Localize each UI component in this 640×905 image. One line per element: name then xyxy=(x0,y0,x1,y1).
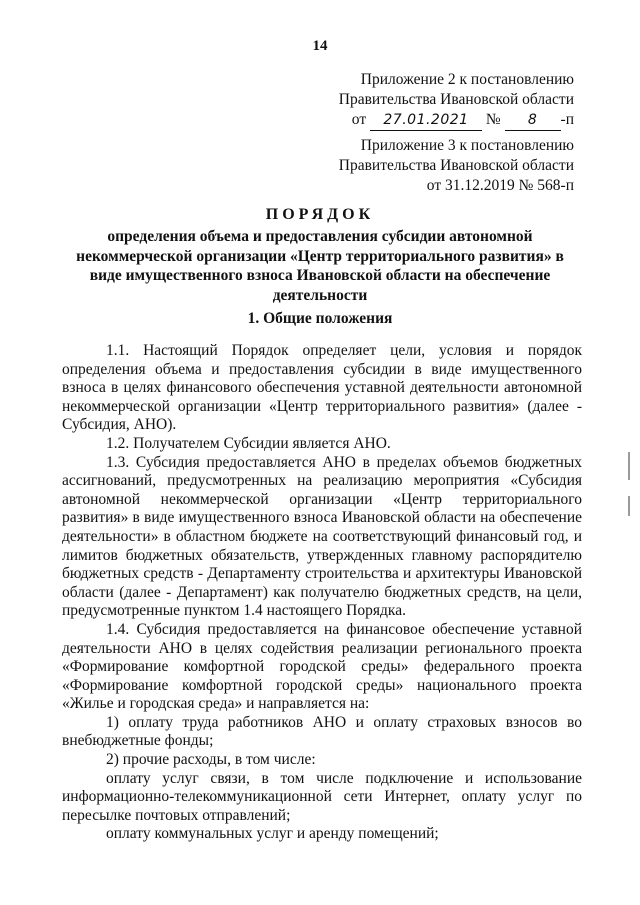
page-number: 14 xyxy=(312,38,328,54)
appendix-2-date-line xyxy=(339,110,574,131)
document-body xyxy=(62,342,582,844)
document-subtitle: определения объема и предоставления субсидии автономной некоммерческой организации «Центр территориального развития» в виде имущественного взноса Ивановской области на обеспечение деятельности xyxy=(76,228,564,304)
appendix-2-line2: Правительства Ивановской области xyxy=(338,91,574,108)
scan-edge-mark xyxy=(628,496,630,516)
appendix-2-block xyxy=(339,70,574,131)
appendix-3-line2: Правительства Ивановской области xyxy=(338,157,574,174)
document-title: ПОРЯДОК xyxy=(265,206,375,223)
appendix-2-number-label: № xyxy=(485,111,501,128)
list-subitem-communications: оплату услуг связи, в том числе подключение и использование информационно-телекоммуникационной сети Интернет, оплату услуг по пересылке почтовых отправлений; xyxy=(62,769,582,824)
paragraph-1-1: 1.1. Настоящий Порядок определяет цели, условия и порядок определения объема и предоставления субсидии в виде имущественного взноса в целях финансового обеспечения уставной деятельности автономной некоммерческой организации «Центр территориального развития» (далее - Субсидия, АНО). xyxy=(62,342,582,434)
list-subitem-utilities: оплату коммунальных услуг и аренду помещений; xyxy=(106,825,439,843)
appendix-2-date: 27.01.2021 xyxy=(370,110,482,131)
appendix-3-line1: Приложение 3 к постановлению xyxy=(360,137,574,154)
list-item-2: 2) прочие расходы, в том числе: xyxy=(106,751,316,769)
paragraph-1-2: 1.2. Получателем Субсидии является АНО. xyxy=(106,434,391,452)
appendix-2-from-label: от xyxy=(351,111,367,128)
section-heading: 1. Общие положения xyxy=(247,310,393,327)
appendix-2-line1: Приложение 2 к постановлению xyxy=(360,71,574,88)
appendix-3-block xyxy=(339,136,574,196)
appendix-2-number: 8 xyxy=(505,110,561,131)
scan-edge-mark xyxy=(628,452,630,480)
appendix-3-line3: от 31.12.2019 № 568-п xyxy=(426,177,574,194)
appendix-2-suffix: -п xyxy=(560,111,574,128)
list-item-1: 1) оплату труда работников АНО и оплату страховых взносов во внебюджетные фонды; xyxy=(62,713,582,750)
paragraph-1-3: 1.3. Субсидия предоставляется АНО в пределах объемов бюджетных ассигнований, предусмотренных на реализацию мероприятия «Субсидия автономной некоммерческой организации «Центр территориального развития» в виде имущественного взноса Ивановской области на обеспечение деятельности» в областном бюджете на соответствующий финансовый год, и лимитов бюджетных обязательств, утвержденных главному распорядителю бюджетных средств - Департаменту строительства и архитектуры Ивановской области (далее - Департамент) как получателю бюджетных средств, на цели, предусмотренные пунктом 1.4 настоящего Порядка. xyxy=(62,453,582,620)
paragraph-1-4: 1.4. Субсидия предоставляется на финансовое обеспечение уставной деятельности АНО в целях содействия реализации регионального проекта «Формирование комфортной городской среды» федерального проекта «Формирование комфортной городской среды» национального проекта «Жилье и городская среда» и направляется на: xyxy=(62,620,582,713)
